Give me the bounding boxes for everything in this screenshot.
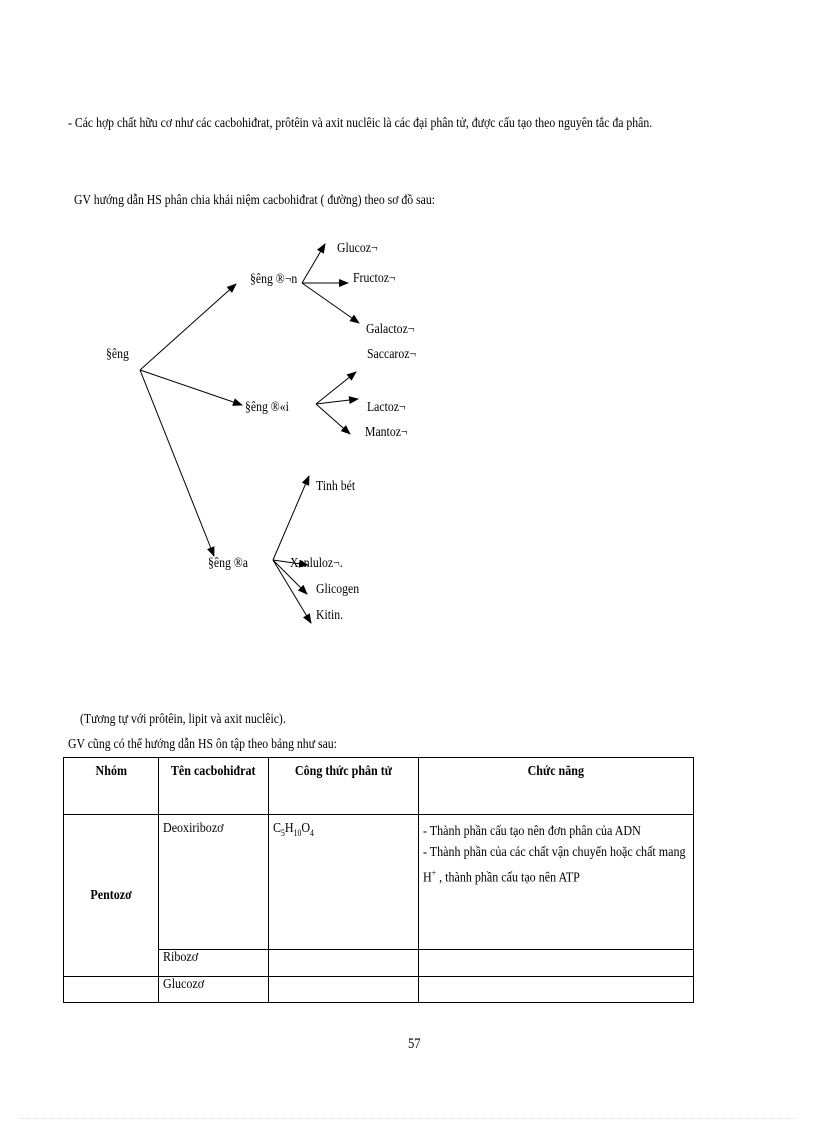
cell-name: Deoxiribozơ <box>159 815 269 950</box>
cell-name: Ribozơ <box>159 950 269 977</box>
leaf-glucoz: Glucoz¬ <box>337 241 378 256</box>
cell-formula <box>269 950 419 977</box>
leaf-xenluloz: Xenluloz¬. <box>290 556 343 571</box>
cell-formula <box>269 815 419 950</box>
table-header-row <box>64 758 694 815</box>
header-formula: Công thức phân tử <box>269 758 419 815</box>
leaf-tinh-bot: Tinh bét <box>316 479 356 494</box>
leaf-mantoz: Mantoz¬ <box>365 425 408 440</box>
arrow-root-to-don <box>140 284 236 370</box>
header-name: Tên cacbohiđrat <box>159 758 269 815</box>
group-cell: Pentozơ <box>64 815 159 977</box>
arrow-tinh-bot <box>273 476 309 560</box>
intro-paragraph: - Các hợp chất hữu cơ như các cacbohiđrat, prôtêin và axit nuclêic là các đại phân tử, được cấu tạo theo nguyên tắc đa phân. <box>68 116 653 131</box>
table-row <box>64 977 694 1003</box>
group-cell <box>64 977 159 1003</box>
leaf-galactoz: Galactoz¬ <box>366 322 415 337</box>
similar-note: (Tương tự với prôtêin, lipit và axit nuclêic). <box>80 712 286 727</box>
leaf-kitin: Kitin. <box>316 608 344 623</box>
arrow-root-to-doi <box>140 370 242 405</box>
arrow-root-to-da <box>140 370 214 556</box>
branch-don-label: §êng ®¬n <box>250 272 298 287</box>
arrow-mantoz <box>316 404 350 434</box>
review-table <box>63 757 694 1003</box>
table-row <box>64 815 694 950</box>
branch-doi-label: §êng ®«i <box>245 400 289 415</box>
leaf-lactoz: Lactoz¬ <box>367 400 406 415</box>
leaf-glicogen: Glicogen <box>316 582 360 597</box>
cell-function <box>419 977 694 1003</box>
leaf-fructoz: Fructoz¬ <box>353 271 396 286</box>
arrow-lactoz <box>316 399 358 404</box>
cell-function: - Thành phần cấu tạo nên đơn phân của ADN - Thành phần của các chất vận chuyển hoặc chất mang H+ , thành phần cấu tạo nên ATP <box>419 815 694 950</box>
branch-da-label: §êng ®a <box>208 556 248 571</box>
header-group: Nhóm <box>64 758 159 815</box>
diagram-intro: GV hướng dẫn HS phân chia khái niệm cacbohiđrat ( đường) theo sơ đồ sau: <box>74 193 436 208</box>
cell-formula <box>269 977 419 1003</box>
table-intro: GV cũng có thể hướng dẫn HS ôn tập theo bảng như sau: <box>68 737 337 752</box>
cell-function <box>419 950 694 977</box>
arrow-glucoz <box>302 244 325 283</box>
table-row <box>64 950 694 977</box>
arrow-galactoz <box>302 283 359 323</box>
footer-divider <box>20 1118 796 1119</box>
formula-c5h10o4: $C_5H_{10}O_4$ <box>273 821 314 838</box>
cell-name: Glucozơ <box>159 977 269 1003</box>
header-function: Chức năng <box>419 758 694 815</box>
arrow-saccaroz <box>316 372 356 404</box>
root-label: §êng <box>106 347 129 362</box>
page-number: 57 <box>408 1036 421 1052</box>
leaf-saccaroz: Saccaroz¬ <box>367 347 417 362</box>
